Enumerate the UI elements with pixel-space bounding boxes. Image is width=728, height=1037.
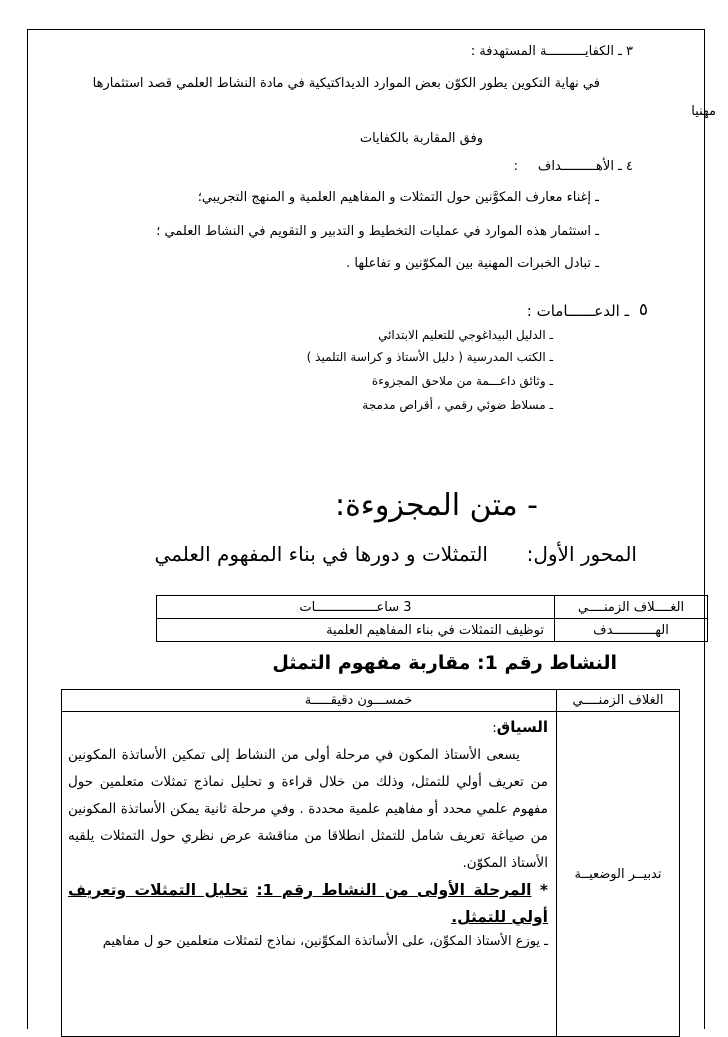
axis-text: التمثلات و دورها في بناء المفهوم العلمي [154, 542, 488, 566]
section4-item-1: ـ إغناء معارف المكوَّنين حول التمثلات و المفاهيم العلمية و المنهج التجريبي؛ [197, 190, 599, 205]
axis-goal-label: الهـــــــــــدف [555, 619, 708, 642]
section3-line1: في نهاية التكوين يطور الكوّن بعض الموارد الديداكتيكية في مادة النشاط العلمي قصد استثمارها [92, 76, 600, 91]
axis-goal-value: توظيف التمثلات في بناء المفاهيم العلمية [157, 619, 555, 642]
phase-title: تحليل التمثلات وتعريف أولي للتمثل. [68, 881, 548, 926]
section5-item-1: ـ الدليل البيداغوجي للتعليم الابتدائي [378, 328, 553, 342]
axis-time-value: 3 ساعــــــــــــــــات [157, 596, 555, 619]
section5-item-4: ـ مسلاط ضوئي رقمي ، أقراص مدمجة [362, 398, 553, 412]
context-block [68, 714, 548, 742]
activity-content [62, 712, 557, 1037]
phase-block [68, 877, 548, 931]
module-title: - متن المجزوءة: [334, 488, 538, 523]
section5-heading: ـ الدعــــــامات : [526, 302, 629, 320]
section4-colon: : [513, 159, 518, 174]
section4-heading: ٤ ـ الأهـــــــــداف [537, 159, 633, 174]
axis-table [156, 595, 708, 642]
axis-label: المحور الأول: [526, 542, 637, 566]
section5-number: ٥ [638, 300, 648, 320]
context-label: السياق [496, 718, 548, 736]
axis-time-label: الغــــلاف الزمنــــي [555, 596, 708, 619]
phase-star: * [539, 881, 548, 899]
section5-item-3: ـ وثائق داعـــمة من ملاحق المجزوءة [371, 374, 553, 388]
section4-item-2: ـ استثمار هذه الموارد في عمليات التخطيط و التدبير و التقويم في النشاط العلمي ؛ [156, 224, 599, 239]
activity-side-label: تدبيــر الوضعيــة [557, 712, 680, 1037]
activity-time-label: الغلاف الزمنــــي [557, 690, 680, 712]
context-text: يسعى الأستاذ المكون في مرحلة أولى من النشاط إلى تمكين الأساتذة المكونين من تعريف أولي للتمثل، وذلك من خلال قراءة و تحليل نماذج تمثلات متعلمين حول مفهوم علمي محدد أو مفاهيم علمية محددة . وفي مرحلة ثانية يمكن الأساتذة المكونين من صياغة تعريف شامل للتمثل انطلاقا من مناقشة عرض نظري حول التمثلات يلقيه الأستاذ المكوّن. [68, 747, 548, 871]
section3-heading: ٣ ـ الكفايــــــــــة المستهدفة : [470, 44, 633, 59]
section3-line2: وفق المقاربة بالكفايات [359, 131, 483, 146]
section5-item-2: ـ الكتب المدرسية ( دليل الأستاذ و كراسة التلميذ ) [306, 350, 553, 364]
activity-time-value: خمســـون دقيقـــــة [62, 690, 557, 712]
activity-title: النشاط رقم 1: مقاربة مفهوم التمثل [272, 652, 617, 674]
phase-label: المرحلة الأولى من النشاط رقم 1: [256, 881, 532, 899]
last-line: ـ يوزع الأستاذ المكوِّن، على الأساتذة المكوِّنين، نماذج لتمثلات متعلمين حو ل مفاهيم [102, 934, 548, 949]
section3-line1-cont: مهنيا [691, 104, 716, 119]
section4-item-3: ـ تبادل الخبرات المهنية بين المكوّنين و تفاعلها . [346, 256, 599, 271]
context-colon: : [492, 720, 497, 736]
activity-table [61, 689, 680, 1037]
